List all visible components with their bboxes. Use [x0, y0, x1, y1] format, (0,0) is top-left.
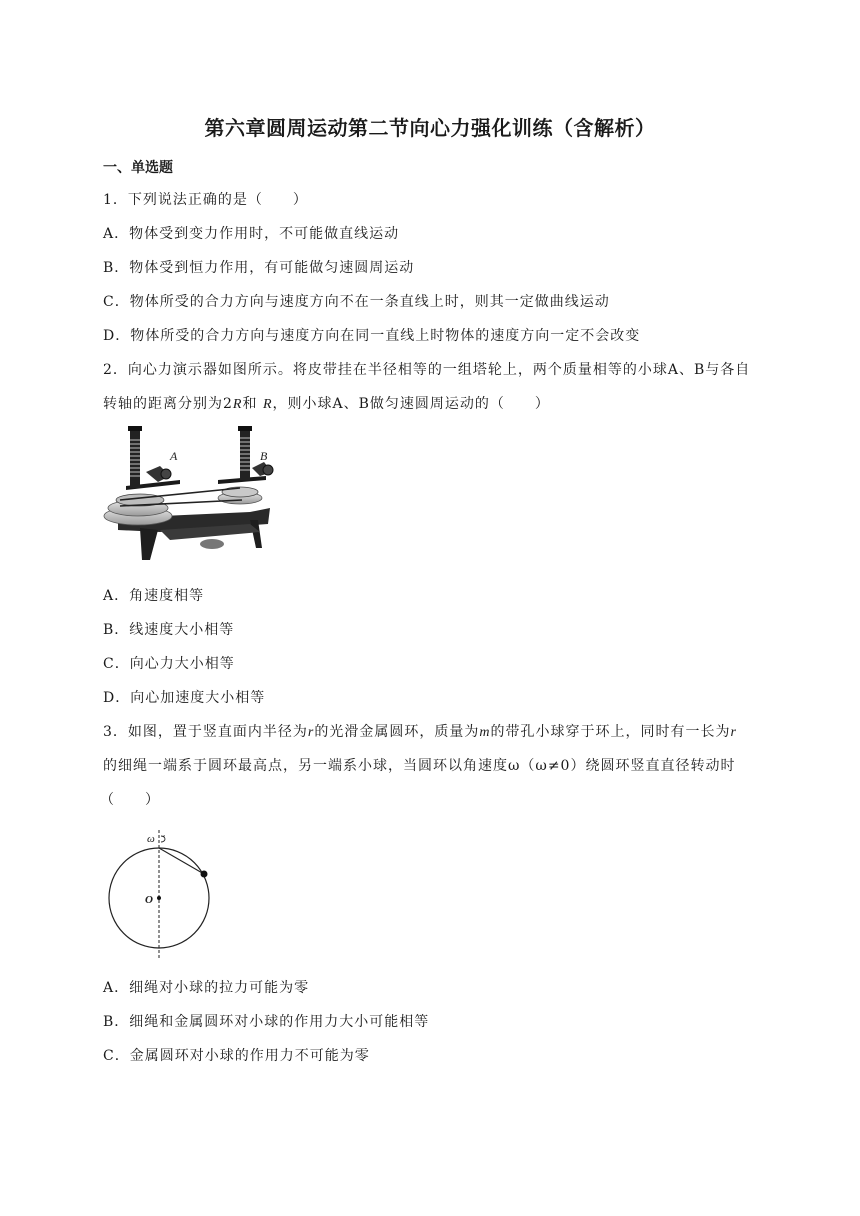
q1-option-d: D．物体所受的合力方向与速度方向在同一直线上时物体的速度方向一定不会改变: [103, 328, 641, 344]
center-label: O: [145, 894, 153, 906]
q1-stem: 1．下列说法正确的是（ ）: [103, 192, 308, 208]
q3-stem-line2: 的细绳一端系于圆环最高点，另一端系小球，当圆环以角速度ω（ω≠0）绕圆环竖直直径转动时: [103, 758, 736, 774]
q3-option-a: A．细绳对小球的拉力可能为零: [103, 980, 310, 996]
q1-option-a: A．物体受到变力作用时，不可能做直线运动: [103, 226, 400, 242]
document-title: 第六章圆周运动第二节向心力强化训练（含解析）: [204, 116, 656, 140]
q3-option-c: C．金属圆环对小球的作用力不可能为零: [103, 1048, 370, 1064]
q3-option-b: B．细绳和金属圆环对小球的作用力大小可能相等: [103, 1014, 430, 1030]
q2-option-d: D．向心加速度大小相等: [103, 690, 266, 706]
centripetal-force-apparatus-figure: [100, 420, 280, 570]
figure-label-a: A: [170, 449, 178, 463]
omega-label: ω: [147, 833, 155, 845]
q1-option-c: C．物体所受的合力方向与速度方向不在一条直线上时，则其一定做曲线运动: [103, 294, 610, 310]
q2-stem-line1: 2．向心力演示器如图所示。将皮带挂在半径相等的一组塔轮上，两个质量相等的小球A、B与各自: [103, 362, 751, 378]
q3-stem-line3: （ ）: [100, 792, 160, 808]
figure-label-b: B: [260, 449, 268, 463]
q1-option-b: B．物体受到恒力作用，有可能做匀速圆周运动: [103, 260, 415, 276]
ring-and-ball-figure: [100, 826, 220, 966]
q3-stem-line1: 3．如图，置于竖直面内半径为r的光滑金属圆环，质量为m的带孔小球穿于环上，同时有一长为r: [103, 724, 737, 740]
q2-option-c: C．向心力大小相等: [103, 656, 235, 672]
q2-stem-line2: 转轴的距离分别为2R和 R，则小球A、B做匀速圆周运动的（ ）: [103, 396, 550, 412]
q2-option-b: B．线速度大小相等: [103, 622, 235, 638]
section-heading: 一、单选题: [103, 160, 173, 176]
q2-option-a: A．角速度相等: [103, 588, 205, 604]
